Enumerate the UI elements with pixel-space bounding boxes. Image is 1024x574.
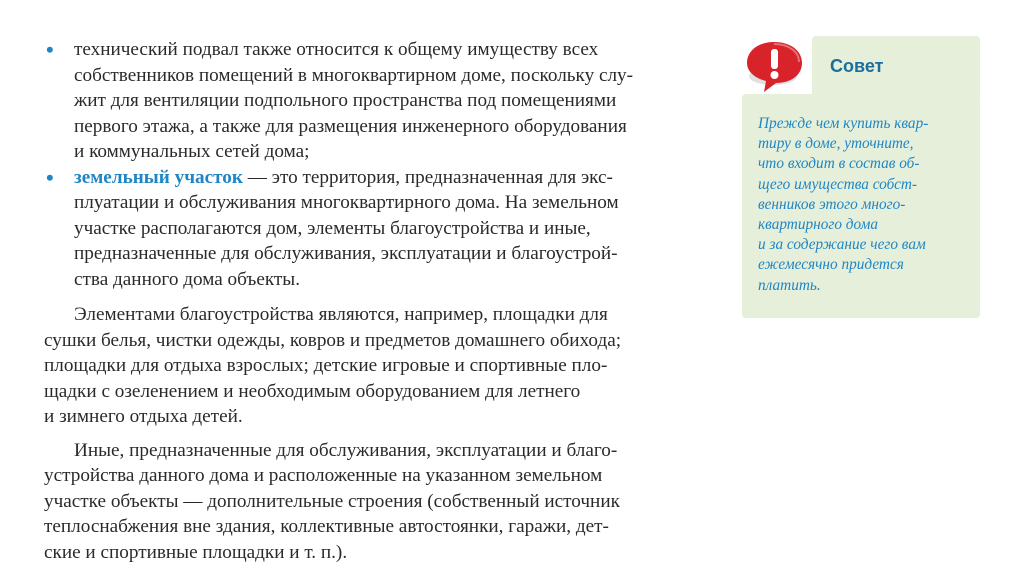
tip-text (758, 114, 973, 296)
text-line: теплоснабжения вне здания, коллективные автостоянки, гаражи, дет- (44, 516, 609, 537)
text-line: и зимнего отдыха детей. (44, 406, 243, 427)
bullet-marker: • (46, 37, 54, 62)
text-line: собственников помещений в многоквартирном доме, поскольку слу- (74, 64, 634, 86)
text-line: первого этажа, а также для размещения инженерного оборудования (74, 115, 627, 137)
term-definition-start: — это территория, предназначенная для экс- (242, 166, 613, 188)
tip-sidebar (742, 36, 980, 318)
bullet-item-basement (44, 37, 714, 165)
tip-line: Прежде чем купить квар- (758, 115, 929, 132)
main-text (44, 37, 714, 565)
tip-line: квартирного дома (758, 216, 879, 234)
text-line: жит для вентиляции подпольного пространства под помещениями (74, 90, 617, 111)
text-line: ства данного дома объекты. (74, 268, 300, 290)
exclamation-speech-bubble-icon (744, 38, 806, 94)
paragraph-other-objects (44, 438, 714, 566)
tip-line: тиру в доме, уточните, (758, 135, 914, 153)
text-line: плуатации и обслуживания многоквартирного дома. На земельном (74, 192, 619, 213)
text-line: площадки для отдыха взрослых; детские игровые и спортивные пло- (44, 355, 608, 376)
tip-line: ежемесячно придется (758, 256, 904, 274)
text-line: сушки белья, чистки одежды, ковров и предметов домашнего обихода; (44, 329, 622, 351)
tip-line: щего имущества собст- (758, 175, 917, 193)
bullet-marker: • (46, 164, 54, 190)
text-line: предназначенные для обслуживания, эксплуатации и благоустрой- (74, 243, 618, 264)
bullet-item-land-plot (44, 165, 714, 293)
tip-line: и за содержание чего вам (758, 236, 926, 254)
text-line: щадки с озеленением и необходимым оборудованием для летнего (44, 380, 581, 402)
text-line: ские и спортивные площадки и т. п.). (44, 541, 348, 563)
text-line: участке располагаются дом, элементы благоустройства и иные, (74, 217, 591, 239)
term-land-plot: земельный участок (74, 166, 243, 188)
text-line: технический подвал также относится к общему имуществу всех (74, 39, 599, 60)
text-line: Иные, предназначенные для обслуживания, эксплуатации и благо- (74, 439, 618, 461)
text-line: устройства данного дома и расположенные на указанном земельном (44, 465, 603, 486)
text-line (74, 165, 714, 191)
text-line: Элементами благоустройства являются, например, площадки для (74, 304, 608, 325)
tip-line: платить. (758, 276, 821, 294)
text-line: и коммунальных сетей дома; (74, 141, 310, 162)
tip-line: венников этого много- (758, 195, 906, 213)
tip-line: что входит в состав об- (758, 155, 920, 173)
paragraph-improvements (44, 302, 714, 430)
tip-title: Совет (830, 56, 884, 76)
text-line: участке объекты — дополнительные строения (собственный источник (44, 490, 620, 512)
